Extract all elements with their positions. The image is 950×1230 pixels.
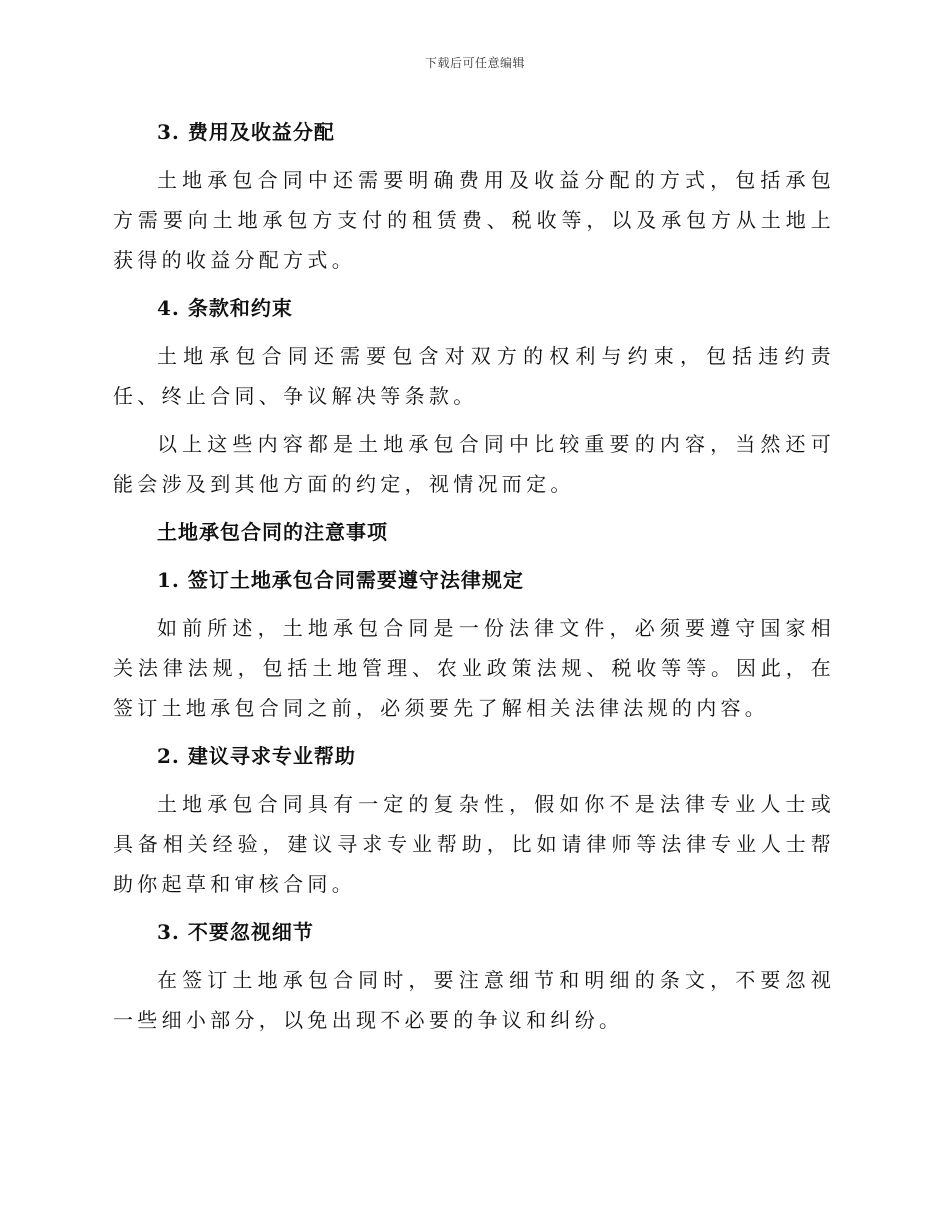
paragraph-summary: 以上这些内容都是土地承包合同中比较重要的内容，当然还可能会涉及到其他方面的约定，视情况而定。	[113, 432, 835, 496]
document-body	[113, 112, 835, 1048]
paragraph-legal-compliance: 如前所述，土地承包合同是一份法律文件，必须要遵守国家相关法律法规，包括土地管理、农业政策法规、税收等等。因此，在签订土地承包合同之前，必须要先了解相关法律法规的内容。	[113, 616, 835, 720]
section-heading-details: 3. 不要忽视细节	[157, 920, 314, 944]
paragraph-terms-constraints: 土地承包合同还需要包含对双方的权利与约束，包括违约责任、终止合同、争议解决等条款。	[113, 344, 835, 408]
page-header: 下载后可任意编辑	[424, 56, 525, 70]
paragraph-details: 在签订土地承包合同时，要注意细节和明细的条文，不要忽视一些细小部分，以免出现不必要的争议和纠纷。	[113, 968, 835, 1032]
section-heading-professional-help: 2. 建议寻求专业帮助	[157, 744, 356, 768]
paragraph-professional-help: 土地承包合同具有一定的复杂性，假如你不是法律专业人士或具备相关经验，建议寻求专业帮助，比如请律师等法律专业人士帮助你起草和审核合同。	[113, 792, 835, 896]
section-heading-fee-distribution: 3. 费用及收益分配	[157, 120, 335, 144]
section-heading-precautions: 土地承包合同的注意事项	[157, 520, 388, 544]
paragraph-fee-distribution: 土地承包合同中还需要明确费用及收益分配的方式，包括承包方需要向土地承包方支付的租赁费、税收等，以及承包方从土地上获得的收益分配方式。	[113, 168, 835, 272]
section-heading-terms-constraints: 4. 条款和约束	[157, 296, 293, 320]
section-heading-legal-compliance: 1. 签订土地承包合同需要遵守法律规定	[157, 568, 524, 592]
